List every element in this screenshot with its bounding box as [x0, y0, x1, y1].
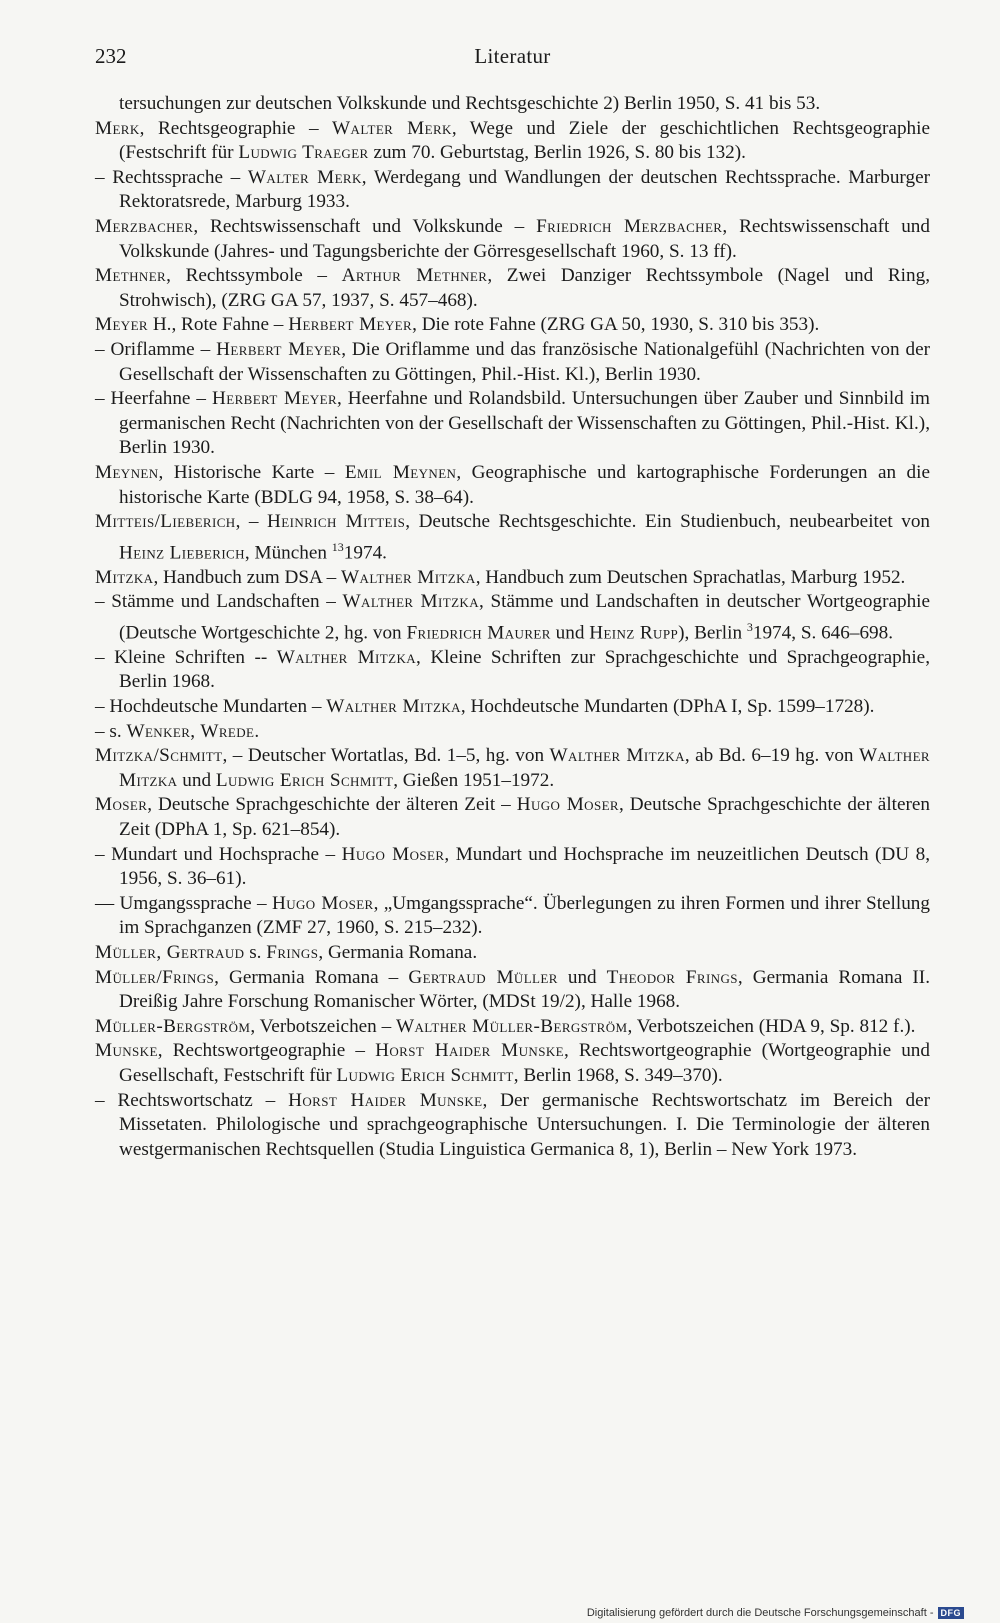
author-name: Friedrich Merzbacher	[536, 215, 723, 237]
author-name: Moser	[95, 794, 148, 816]
author-name: Merzbacher	[95, 215, 194, 237]
author-name: Horst Haider Munske	[288, 1089, 483, 1111]
author-name: Walther Müller-Bergström	[395, 1015, 628, 1037]
entry-text: H., Rote Fahne –	[148, 314, 289, 336]
author-name: Hugo Moser	[516, 794, 619, 816]
entry-text: 13	[331, 539, 344, 554]
entry-text: , Rechtsgeographie –	[139, 117, 333, 139]
entry-text: tersuchungen zur deutschen Volkskunde und Rechtsgeschichte 2) Berlin 1950, S. 41 bis 53.	[119, 93, 821, 114]
page-number: 232	[95, 44, 127, 68]
entry-text: , Historische Karte –	[158, 461, 345, 483]
running-title: Literatur	[474, 44, 551, 68]
entry-text: – Kleine Schriften --	[95, 646, 277, 668]
bib-entry	[95, 892, 930, 941]
entry-text: – s.	[95, 720, 127, 742]
author-name: Emil Meynen	[344, 461, 457, 483]
entry-text: , Berlin 1968, S. 349–370).	[513, 1064, 723, 1086]
bib-entry	[95, 166, 930, 215]
entry-text: 1974.	[343, 542, 387, 564]
author-name: Walter Merk	[332, 117, 452, 139]
entry-text: , Gießen 1951–1972.	[393, 769, 555, 791]
entry-text: , Mundart und Hochsprache im neuzeitlichen Deutsch (DU 8, 1956, S. 36–61).	[119, 843, 931, 890]
bib-entry	[95, 92, 930, 117]
author-name: Arthur Methner	[341, 265, 488, 287]
author-name: Friedrich Maurer	[406, 622, 551, 644]
author-name: Wenker, Wrede	[126, 720, 255, 742]
entry-text: , Germania Romana.	[318, 941, 478, 963]
author-name: Heinrich Mitteis	[267, 511, 406, 533]
bibliography-list	[95, 92, 930, 1162]
entry-text: , Zwei Danziger Rechtssymbole (Nagel und Ring, Strohwisch), (ZRG GA 57, 1937, S. 457–468).	[119, 265, 930, 311]
entry-text: , Rechtswissenschaft und Volkskunde (Jahres- und Tagungsberichte der Görresgesellschaft 1960, S. 13 ff).	[119, 215, 930, 262]
author-name: Meyer	[95, 314, 149, 336]
bib-entry	[95, 1089, 930, 1163]
author-name: Herbert Meyer	[211, 388, 338, 410]
entry-text: , Der germanische Rechtswortschatz im Bereich der Missetaten. Philologische und sprachgeographische Untersuchungen. I. Die Terminologie der älteren westgermanischen Rechtsquellen (Studia Linguistica Germanica 8, 1), Berlin – New York 1973.	[119, 1089, 930, 1160]
entry-text: und	[550, 622, 590, 644]
bib-entry	[95, 264, 930, 313]
entry-text: , „Umgangssprache“. Überlegungen zu ihren Formen und ihrer Stellung im Sprachganzen (ZMF 27, 1960, S. 215–232).	[119, 892, 930, 939]
author-name: Walther Mitzka	[549, 745, 685, 767]
author-name: Methner	[95, 265, 167, 287]
entry-text: , Deutsche Sprachgeschichte der älteren Zeit (DPhA 1, Sp. 621–854).	[119, 794, 930, 840]
entry-text: , –	[235, 511, 267, 533]
entry-text: , Wege und Ziele der geschichtlichen Rechtsgeographie (Festschrift für	[119, 117, 930, 164]
entry-text: , Handbuch zum DSA –	[153, 566, 342, 588]
bib-entry	[95, 387, 930, 461]
entry-text: , Rechtswissenschaft und Volkskunde –	[193, 215, 537, 237]
entry-text: 3	[746, 619, 753, 634]
entry-text: und	[557, 966, 607, 988]
author-name: Frings	[266, 941, 319, 963]
author-name: Theodor Frings	[606, 966, 738, 988]
entry-text: 1974, S. 646–698.	[752, 622, 894, 644]
entry-text: , Handbuch zum Deutschen Sprachatlas, Marburg 1952.	[475, 566, 906, 588]
bib-entry	[95, 313, 930, 338]
entry-text: , Heerfahne und Rolandsbild. Untersuchungen über Zauber und Sinnbild im germanischen Recht (Nachrichten von der Gesellschaft der Wissenschaften zu Göttingen, Phil.-Hist. Kl.), Berlin 1930.	[119, 388, 930, 459]
author-name: Hugo Moser	[341, 843, 445, 865]
author-name: Ludwig Erich Schmitt	[215, 769, 394, 791]
footer-note-text: Digitalisierung gefördert durch die Deutsche Forschungsgemeinschaft -	[586, 1607, 934, 1619]
author-name: Meynen	[95, 461, 159, 483]
entry-text: , Germania Romana –	[214, 966, 409, 988]
author-name: Hugo Moser	[271, 892, 374, 914]
entry-text: , Hochdeutsche Mundarten (DPhA I, Sp. 1599–1728).	[460, 696, 875, 718]
entry-text: , ab Bd. 6–19 hg. von	[684, 745, 859, 767]
author-name: Mitteis/Lieberich	[95, 511, 236, 533]
author-name: Walter Merk	[247, 166, 362, 188]
author-name: Müller, Gertraud	[95, 941, 245, 963]
entry-text: , Rechtswortgeographie –	[157, 1040, 376, 1062]
bib-entry	[95, 793, 930, 842]
entry-text: – Oriflamme –	[95, 338, 217, 360]
entry-text: , – Deutscher Wortatlas, Bd. 1–5, hg. von	[222, 745, 550, 767]
entry-text: – Rechtssprache –	[95, 166, 248, 188]
entry-text: – Hochdeutsche Mundarten –	[95, 696, 327, 718]
entry-text: , Verbotszeichen –	[250, 1015, 396, 1037]
author-name: Heinz Rupp	[589, 622, 679, 644]
bib-entry	[95, 1039, 930, 1088]
entry-text: – Stämme und Landschaften –	[95, 591, 343, 613]
bib-entry	[95, 215, 930, 264]
entry-text: ), Berlin	[678, 622, 747, 644]
entry-text: , Werdegang und Wandlungen der deutschen Rechtssprache. Marburger Rektoratsrede, Marburg 1933.	[119, 166, 930, 213]
dfg-logo: DFG	[938, 1607, 965, 1619]
author-name: Walther Mitzka	[276, 646, 417, 668]
author-name: Munske	[95, 1040, 158, 1062]
entry-text: , Die rote Fahne (ZRG GA 50, 1930, S. 310 bis 353).	[412, 314, 820, 336]
author-name: Horst Haider Munske	[375, 1040, 564, 1062]
entry-text: , Die Oriflamme und das französische Nationalgefühl (Nachrichten von der Gesellschaft der Wissenschaften zu Göttingen, Phil.-Hist. Kl.), Berlin 1930.	[119, 338, 930, 385]
bib-entry	[95, 461, 930, 510]
digitization-footer	[587, 1607, 964, 1619]
bib-entry	[95, 1015, 930, 1040]
bib-entry	[95, 646, 930, 695]
bib-entry	[95, 566, 930, 591]
entry-text: und	[177, 769, 216, 791]
entry-text: — Umgangssprache –	[95, 892, 272, 914]
entry-text: , Stämme und Landschaften in deutscher Wortgeographie (Deutsche Wortgeschichte 2, hg. von	[119, 591, 931, 644]
entry-text: – Mundart und Hochsprache –	[95, 843, 342, 865]
entry-text: – Heerfahne –	[95, 388, 212, 410]
bib-entry	[95, 695, 930, 720]
author-name: Ludwig Erich Schmitt	[336, 1064, 514, 1086]
bib-entry	[95, 117, 930, 166]
bib-entry	[95, 744, 930, 793]
author-name: Walther Mitzka	[341, 566, 476, 588]
author-name: Walther Mitzka	[326, 696, 461, 718]
author-name: Gertraud Müller	[408, 966, 558, 988]
author-name: Herbert Meyer	[288, 314, 413, 336]
bib-entry	[95, 510, 930, 566]
entry-text: , Geographische und kartographische Forderungen an die historische Karte (BDLG 94, 1958, S. 38–64).	[119, 461, 930, 508]
author-name: Merk	[95, 117, 140, 139]
entry-text: , Verbotszeichen (HDA 9, Sp. 812 f.).	[627, 1015, 916, 1037]
bib-entry	[95, 966, 930, 1015]
entry-text: s.	[244, 941, 267, 963]
entry-text: , Germania Romana II. Dreißig Jahre Forschung Romanischer Wörter, (MDSt 19/2), Halle 1968.	[119, 966, 930, 1013]
author-name: Müller/Frings	[95, 966, 215, 988]
author-name: Müller-Bergström	[95, 1015, 251, 1037]
entry-text: , München	[244, 542, 332, 564]
entry-text: – Rechtswortschatz –	[95, 1089, 289, 1111]
entry-text: , Rechtswortgeographie (Wortgeographie und Gesellschaft, Festschrift für	[119, 1040, 930, 1086]
bib-entry	[95, 590, 930, 646]
author-name: Heinz Lieberich	[119, 542, 245, 564]
bib-entry	[95, 941, 930, 966]
entry-text: .	[254, 720, 260, 742]
entry-text: , Deutsche Sprachgeschichte der älteren Zeit –	[147, 794, 517, 816]
author-name: Mitzka/Schmitt	[95, 745, 223, 767]
entry-text: , Deutsche Rechtsgeschichte. Ein Studienbuch, neubearbeitet von	[405, 511, 931, 533]
author-name: Mitzka	[95, 566, 154, 588]
page-header	[95, 44, 930, 74]
bib-entry	[95, 720, 930, 745]
entry-text: zum 70. Geburtstag, Berlin 1926, S. 80 bis 132).	[368, 142, 746, 164]
author-name: Walther Mitzka	[119, 745, 930, 791]
entry-text: , Rechtssymbole –	[166, 265, 342, 287]
author-name: Ludwig Traeger	[238, 142, 369, 164]
author-name: Herbert Meyer	[216, 338, 342, 360]
bib-entry	[95, 843, 930, 892]
bib-entry	[95, 338, 930, 387]
author-name: Walther Mitzka	[342, 591, 480, 613]
entry-text: , Kleine Schriften zur Sprachgeschichte und Sprachgeographie, Berlin 1968.	[119, 646, 930, 693]
